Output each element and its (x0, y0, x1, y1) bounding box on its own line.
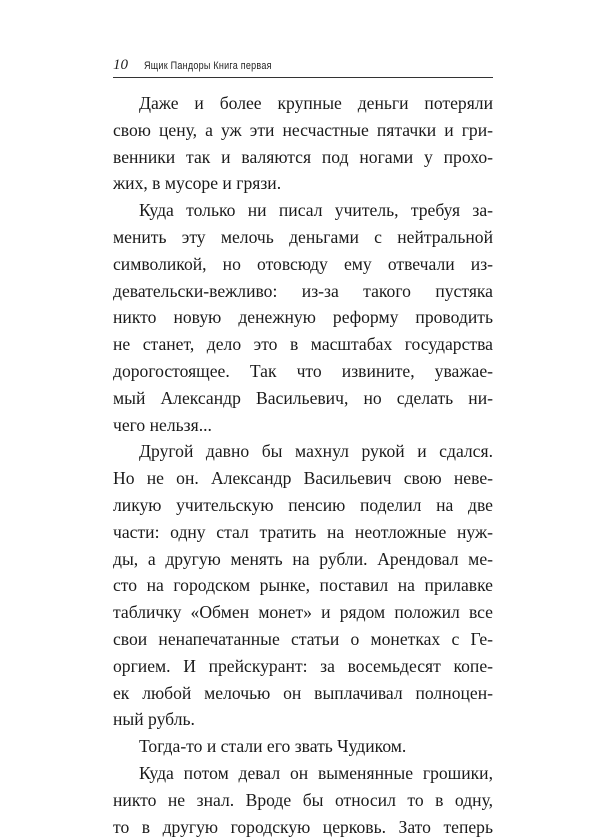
text-line: сто на городском рынке, поставил на прилавке (113, 575, 493, 596)
text-line: жих, в мусоре и грязи. (113, 173, 282, 194)
text-line: девательски-вежливо: из-за такого пустяка (113, 280, 493, 301)
page-header (113, 55, 493, 77)
text-line: менить эту мелочь деньгами с нейтральной (113, 226, 493, 247)
text-line: табличку «Обмен монет» и рядом положил все (113, 602, 493, 623)
text-line: венники так и валяются под ногами у прохо- (113, 146, 493, 167)
text-line: дорогостоящее. Так что извините, уважае- (113, 360, 493, 381)
body-text (113, 90, 493, 840)
text-line: никто новую денежную реформу проводить (113, 307, 493, 328)
text-line: ды, а другую менять на рубли. Арендовал ме- (113, 548, 493, 569)
text-line: Куда только ни писал учитель, требуя за- (139, 200, 493, 221)
text-line: свои ненапечатанные статьи о монетках с Ге- (113, 628, 493, 649)
header-rule (113, 77, 493, 78)
text-line: Но не он. Александр Васильевич свою неве- (113, 468, 493, 489)
page-number: 10 (113, 57, 128, 73)
text-line: мый Александр Васильевич, но сделать ни- (113, 387, 493, 408)
text-line: ликую учительскую пенсию поделил на две (113, 494, 493, 515)
text-line: Тогда-то и стали его звать Чудиком. (139, 736, 407, 757)
text-line: чего нельзя... (113, 414, 212, 435)
text-line: никто не знал. Вроде бы относил то в одну, (113, 789, 493, 810)
text-line: части: одну стал тратить на неотложные нуж- (113, 521, 493, 542)
text-line: оргием. И прейскурант: за восемьдесят копе- (113, 655, 493, 676)
text-line: Даже и более крупные деньги потеряли (139, 93, 493, 113)
text-line: то в другую городскую церковь. Зато теперь (113, 816, 493, 837)
text-line: символикой, но отовсюду ему отвечали из- (113, 253, 493, 274)
text-line: Куда потом девал он выменянные грошики, (139, 762, 493, 783)
running-title: Ящик Пандоры Книга первая (144, 60, 272, 72)
text-line: ек любой мелочью он выплачивал полноцен- (113, 682, 493, 703)
text-line: не станет, дело это в масштабах государства (113, 334, 493, 355)
text-line: Другой давно бы махнул рукой и сдался. (139, 441, 493, 462)
text-line: свою цену, а уж эти несчастные пятачки и гри- (113, 119, 493, 140)
text-line: ный рубль. (113, 709, 195, 730)
